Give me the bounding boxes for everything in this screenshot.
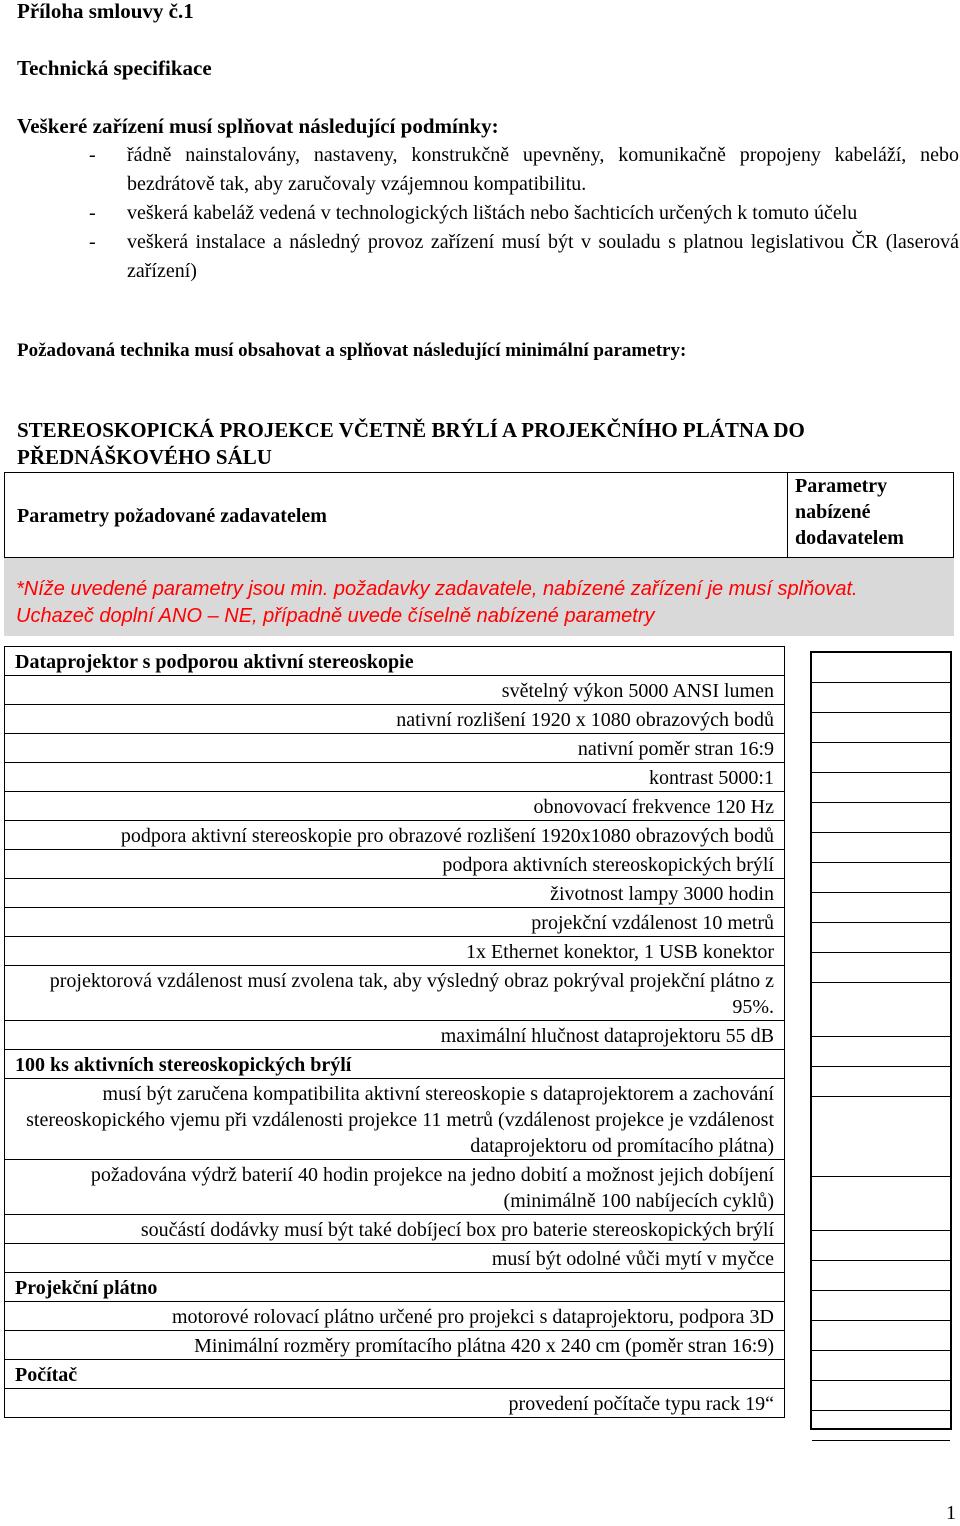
table-row	[5, 705, 785, 734]
offered-value-cell[interactable]	[812, 773, 950, 803]
offered-value-cell[interactable]	[812, 893, 950, 923]
table-row	[5, 676, 785, 705]
column-header-offered: Parametry nabízené dodavatelem	[795, 475, 904, 549]
offered-value-cell[interactable]	[812, 833, 950, 863]
offered-parameters-column	[810, 651, 952, 1430]
table-row	[5, 647, 785, 676]
table-row	[5, 1079, 785, 1160]
parameter-cell: motorové rolovací plátno určené pro projekci s dataprojektoru, podpora 3D	[5, 1302, 785, 1331]
parameter-cell: světelný výkon 5000 ANSI lumen	[5, 676, 785, 705]
offered-value-cell[interactable]	[812, 803, 950, 833]
parameter-cell: provedení počítače typu rack 19“	[5, 1389, 785, 1418]
parameter-cell: projekční vzdálenost 10 metrů	[5, 908, 785, 937]
parameter-cell: projektorová vzdálenost musí zvolena tak, aby výsledný obraz pokrýval projekční plátno z 95%.	[5, 966, 785, 1021]
parameter-cell: součástí dodávky musí být také dobíjecí box pro baterie stereoskopických brýlí	[5, 1215, 785, 1244]
item-heading: Projekční plátno	[5, 1273, 785, 1302]
table-row	[5, 937, 785, 966]
tech-requirements-intro: Požadovaná technika musí obsahovat a splňovat následující minimální parametry:	[17, 340, 687, 361]
table-row	[5, 821, 785, 850]
table-row	[5, 792, 785, 821]
requirement-item: - veškerá kabeláž vedená v technologických lištách nebo šachticích určených k tomuto účelu	[89, 199, 959, 228]
offered-value-cell[interactable]	[812, 1381, 950, 1411]
parameter-cell: maximální hlučnost dataprojektoru 55 dB	[5, 1021, 785, 1050]
offered-value-cell[interactable]	[812, 1291, 950, 1321]
table-row	[5, 1302, 785, 1331]
parameter-cell: životnost lampy 3000 hodin	[5, 879, 785, 908]
offered-value-cell[interactable]	[812, 743, 950, 773]
parameter-cell: nativní poměr stran 16:9	[5, 734, 785, 763]
column-label-required: Parametry požadované zadavatelem	[17, 505, 327, 527]
offered-value-cell[interactable]	[812, 713, 950, 743]
offered-value-cell[interactable]	[812, 1177, 950, 1231]
parameter-cell: obnovovací frekvence 120 Hz	[5, 792, 785, 821]
parameter-cell: Minimální rozměry promítacího plátna 420 x 240 cm (poměr stran 16:9)	[5, 1331, 785, 1360]
offered-value-cell[interactable]	[812, 983, 950, 1037]
offered-value-cell[interactable]	[812, 1037, 950, 1067]
annex-heading: Příloha smlouvy č.1	[17, 0, 194, 23]
offered-value-cell[interactable]	[812, 1097, 950, 1177]
table-row	[5, 908, 785, 937]
offered-value-cell[interactable]	[812, 923, 950, 953]
specification-table	[4, 646, 785, 1418]
offered-value-cell[interactable]	[812, 1261, 950, 1291]
columns-header	[4, 472, 954, 558]
offered-value-cell[interactable]	[812, 863, 950, 893]
table-row	[5, 1215, 785, 1244]
table-row	[5, 734, 785, 763]
requirements-intro: Veškeré zařízení musí splňovat následující podmínky:	[17, 114, 499, 138]
offered-value-cell[interactable]	[812, 1351, 950, 1381]
table-row	[5, 1021, 785, 1050]
table-row	[5, 1331, 785, 1360]
offered-value-cell[interactable]	[812, 1321, 950, 1351]
table-row	[5, 1244, 785, 1273]
parameter-cell: podpora aktivní stereoskopie pro obrazové rozlišení 1920x1080 obrazových bodů	[5, 821, 785, 850]
table-row	[5, 966, 785, 1021]
item-heading: 100 ks aktivních stereoskopických brýlí	[5, 1050, 785, 1079]
offered-value-cell[interactable]	[812, 683, 950, 713]
document-title: Technická specifikace	[17, 56, 212, 80]
parameter-cell: nativní rozlišení 1920 x 1080 obrazových bodů	[5, 705, 785, 734]
offered-value-cell[interactable]	[812, 1067, 950, 1097]
instruction-note	[4, 558, 954, 636]
requirements-list	[89, 141, 959, 286]
item-heading: Počítač	[5, 1360, 785, 1389]
requirement-item: - veškerá instalace a následný provoz zařízení musí být v souladu s platnou legislativou ČR (laserová zařízení)	[89, 228, 959, 286]
offered-value-cell[interactable]	[812, 653, 950, 683]
parameter-cell: kontrast 5000:1	[5, 763, 785, 792]
table-row	[5, 1389, 785, 1418]
offered-value-cell[interactable]	[812, 953, 950, 983]
offered-value-cell[interactable]	[812, 1231, 950, 1261]
column-header-required	[5, 473, 788, 557]
table-row	[5, 1050, 785, 1079]
table-row	[5, 1273, 785, 1302]
section-title: STEREOSKOPICKÁ PROJEKCE VČETNĚ BRÝLÍ A PROJEKČNÍHO PLÁTNA DO PŘEDNÁŠKOVÉHO SÁLU	[17, 418, 805, 469]
table-row	[5, 1160, 785, 1215]
requirement-item: - řádně nainstalovány, nastaveny, konstrukčně upevněny, komunikačně propojeny kabeláží, nebo bezdrátově tak, aby zaručovaly vzájemnou kompatibilitu.	[89, 141, 959, 199]
table-row	[5, 850, 785, 879]
parameter-cell: musí být zaručena kompatibilita aktivní stereoskopie s dataprojektorem a zachování stereoskopického vjemu při vzdálenosti projekce 11 metrů (vzdálenost projekce je vzdálenost dataprojektoru od promítacího plátna)	[5, 1079, 785, 1160]
table-row	[5, 1360, 785, 1389]
table-row	[5, 763, 785, 792]
page-number: 1	[946, 1502, 956, 1524]
offered-value-cell[interactable]	[812, 1411, 950, 1441]
instruction-note-text: *Níže uvedené parametry jsou min. požadavky zadavatele, nabízené zařízení je musí splňovat. Uchazeč doplní ANO – NE, případně uvede číselně nabízené parametry	[16, 578, 858, 627]
parameter-cell: 1x Ethernet konektor, 1 USB konektor	[5, 937, 785, 966]
item-heading: Dataprojektor s podporou aktivní stereoskopie	[5, 647, 785, 676]
table-row	[5, 879, 785, 908]
parameter-cell: požadována výdrž baterií 40 hodin projekce na jedno dobití a možnost jejich dobíjení (minimálně 100 nabíjecích cyklů)	[5, 1160, 785, 1215]
parameter-cell: podpora aktivních stereoskopických brýlí	[5, 850, 785, 879]
parameter-cell: musí být odolné vůči mytí v myčce	[5, 1244, 785, 1273]
